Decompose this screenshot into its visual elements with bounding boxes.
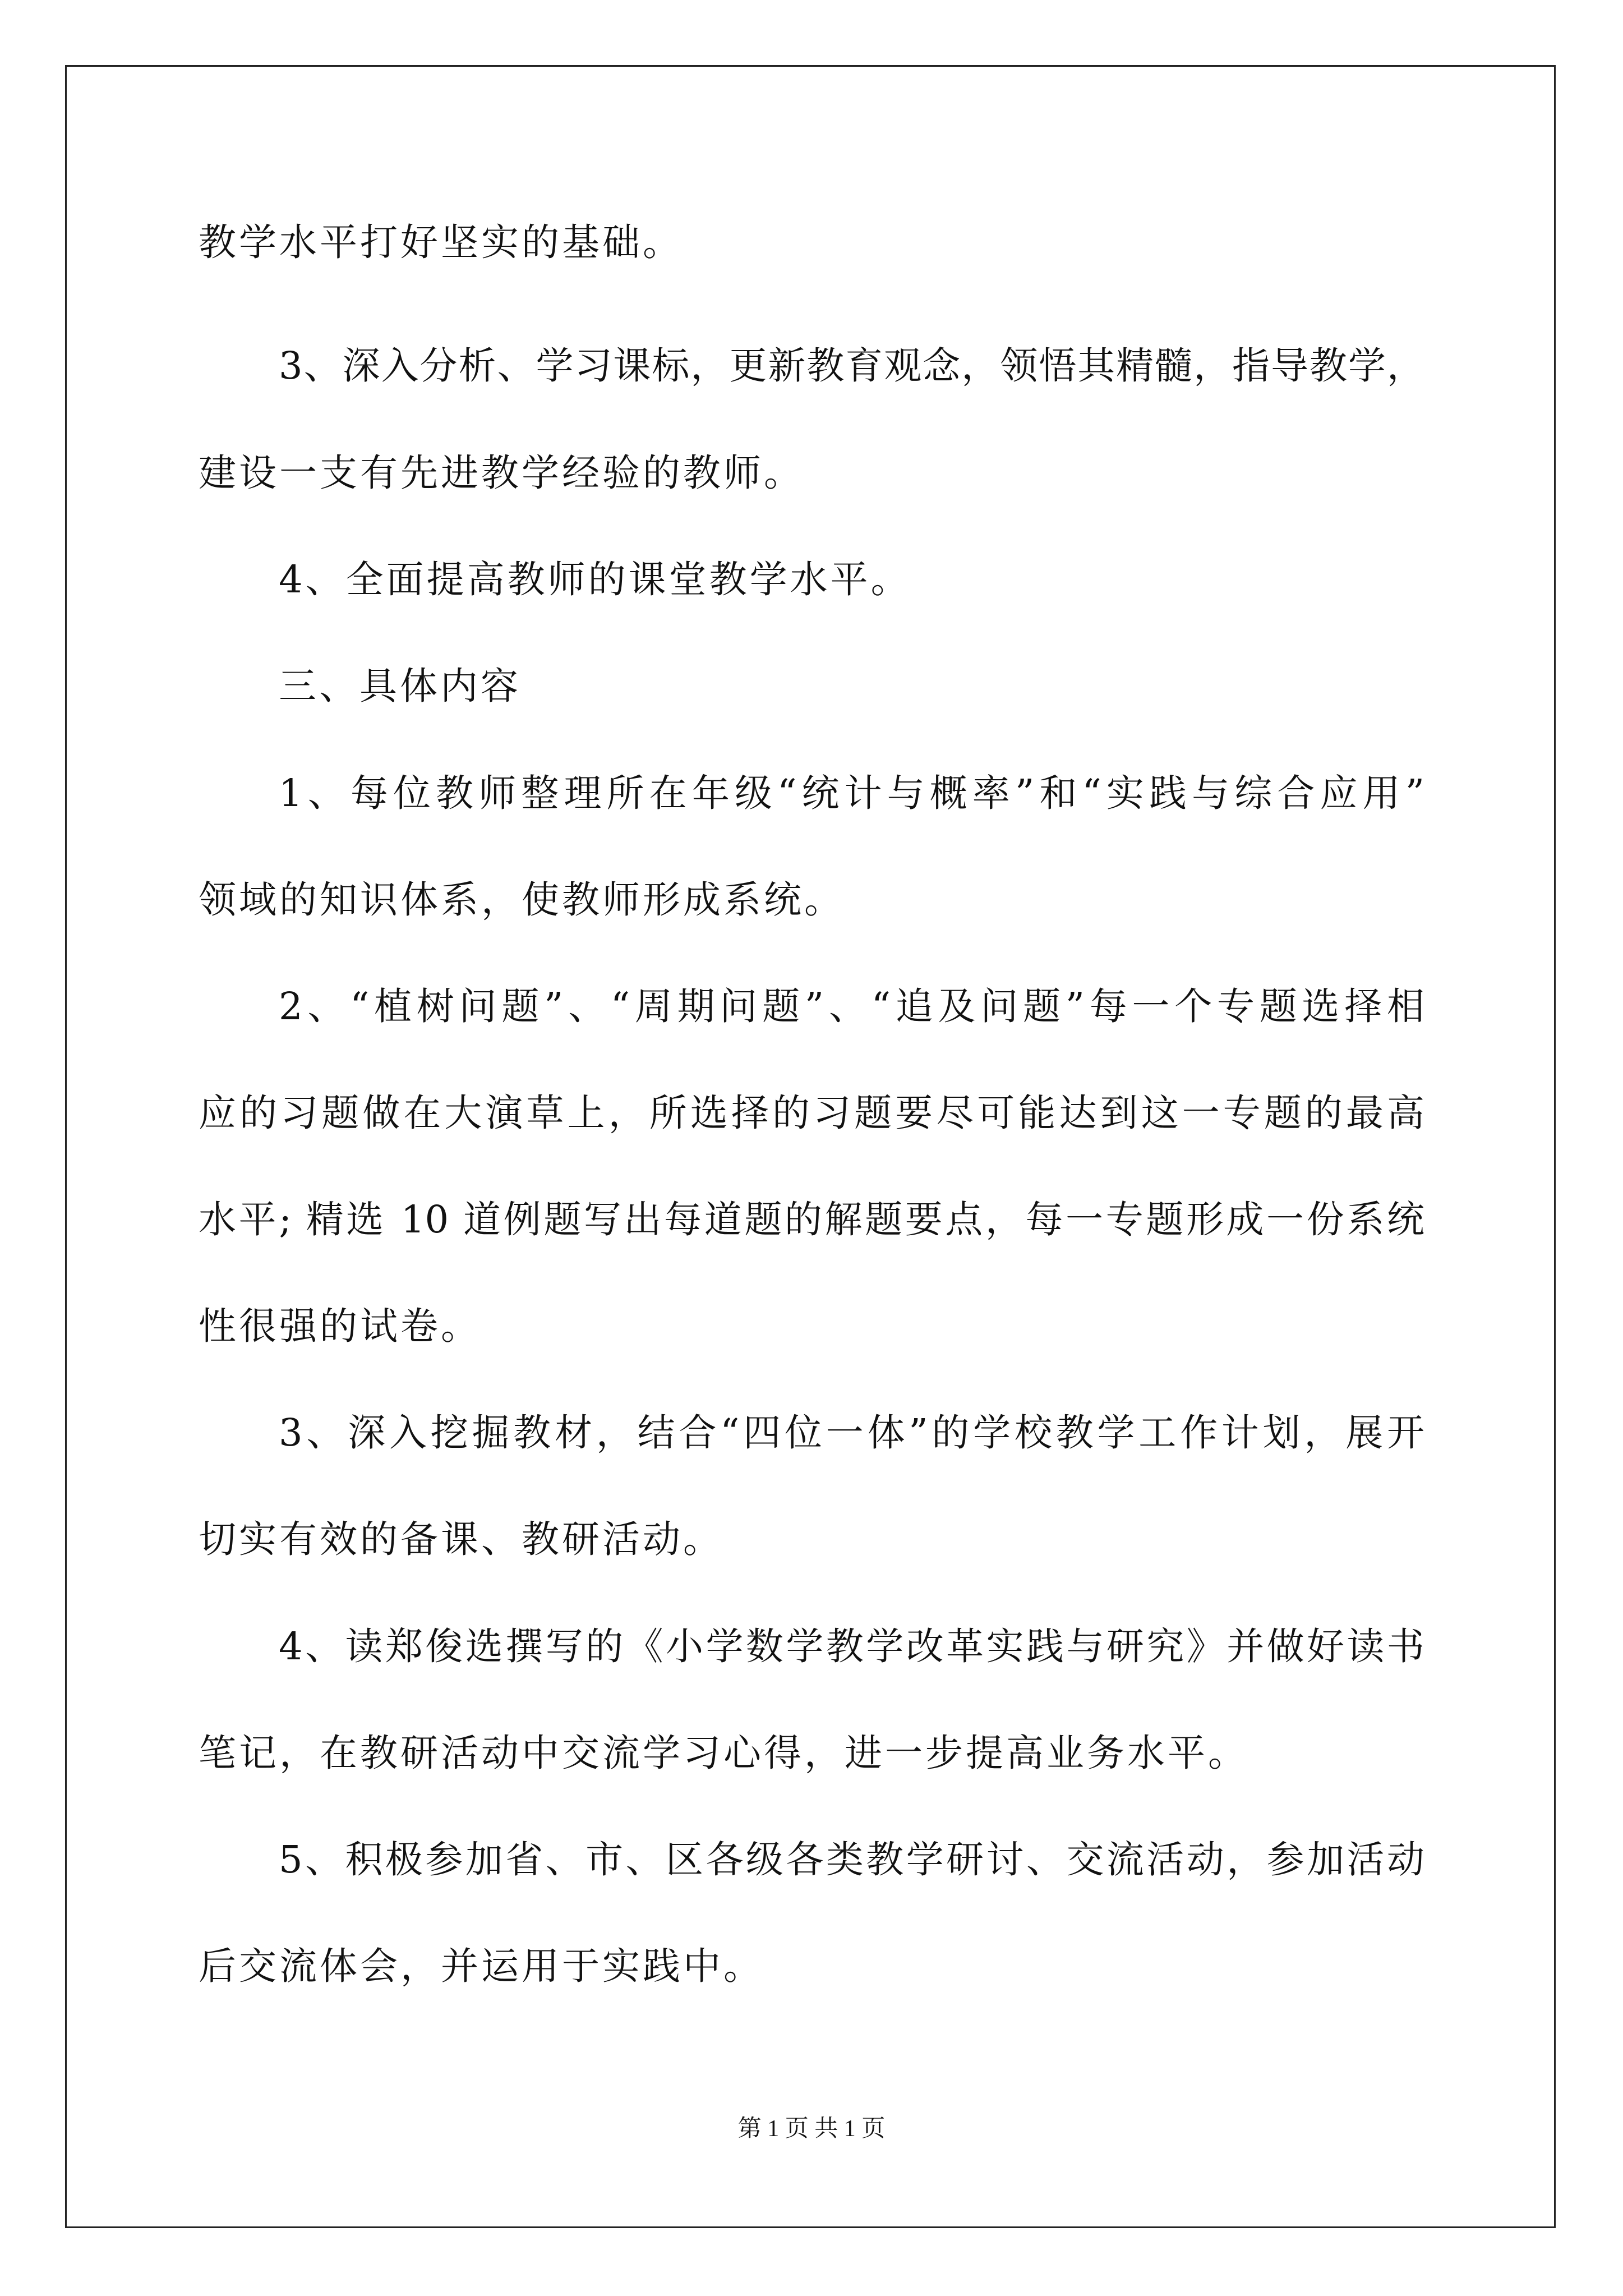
body-text-line: 应的习题做在大演草上，所选择的习题要尽可能达到这一专题的最高 — [199, 1091, 1424, 1135]
body-text-line: 3、深入挖掘教材，结合“四位一体”的学校教学工作计划，展开 — [279, 1411, 1424, 1455]
body-text-line: 1、每位教师整理所在年级“统计与概率”和“实践与综合应用” — [279, 771, 1424, 815]
page-number-footer: 第 1 页 共 1 页 — [737, 2116, 886, 2142]
body-text-line: 笔记，在教研活动中交流学习心得，进一步提高业务水平。 — [199, 1731, 1248, 1775]
body-text-line: 建设一支有先进教学经验的教师。 — [199, 451, 804, 495]
body-text-line: 领域的知识体系，使教师形成系统。 — [199, 878, 845, 922]
body-text-line: 4、读郑俊选撰写的《小学数学教学改革实践与研究》并做好读书 — [279, 1625, 1424, 1668]
body-text-line: 教学水平打好坚实的基础。 — [199, 220, 683, 264]
body-text-line: 5、积极参加省、市、区各级各类教学研讨、交流活动，参加活动 — [279, 1838, 1424, 1881]
section-heading: 三、具体内容 — [279, 664, 521, 708]
body-text-line: 4、全面提高教师的课堂教学水平。 — [279, 558, 911, 601]
body-text-line: 3、深入分析、学习课标，更新教育观念，领悟其精髓，指导教学， — [279, 344, 1424, 388]
body-text-line: 水平; 精选 10 道例题写出每道题的解题要点，每一专题形成一份系统 — [199, 1198, 1424, 1241]
body-text-line: 2、“植树问题”、“周期问题”、“追及问题”每一个专题选择相 — [279, 984, 1424, 1028]
body-text-line: 切实有效的备课、教研活动。 — [199, 1517, 723, 1561]
body-text-line: 后交流体会，并运用于实践中。 — [199, 1944, 764, 1988]
page-border — [65, 65, 1556, 2228]
body-text-line: 性很强的试卷。 — [199, 1304, 481, 1348]
